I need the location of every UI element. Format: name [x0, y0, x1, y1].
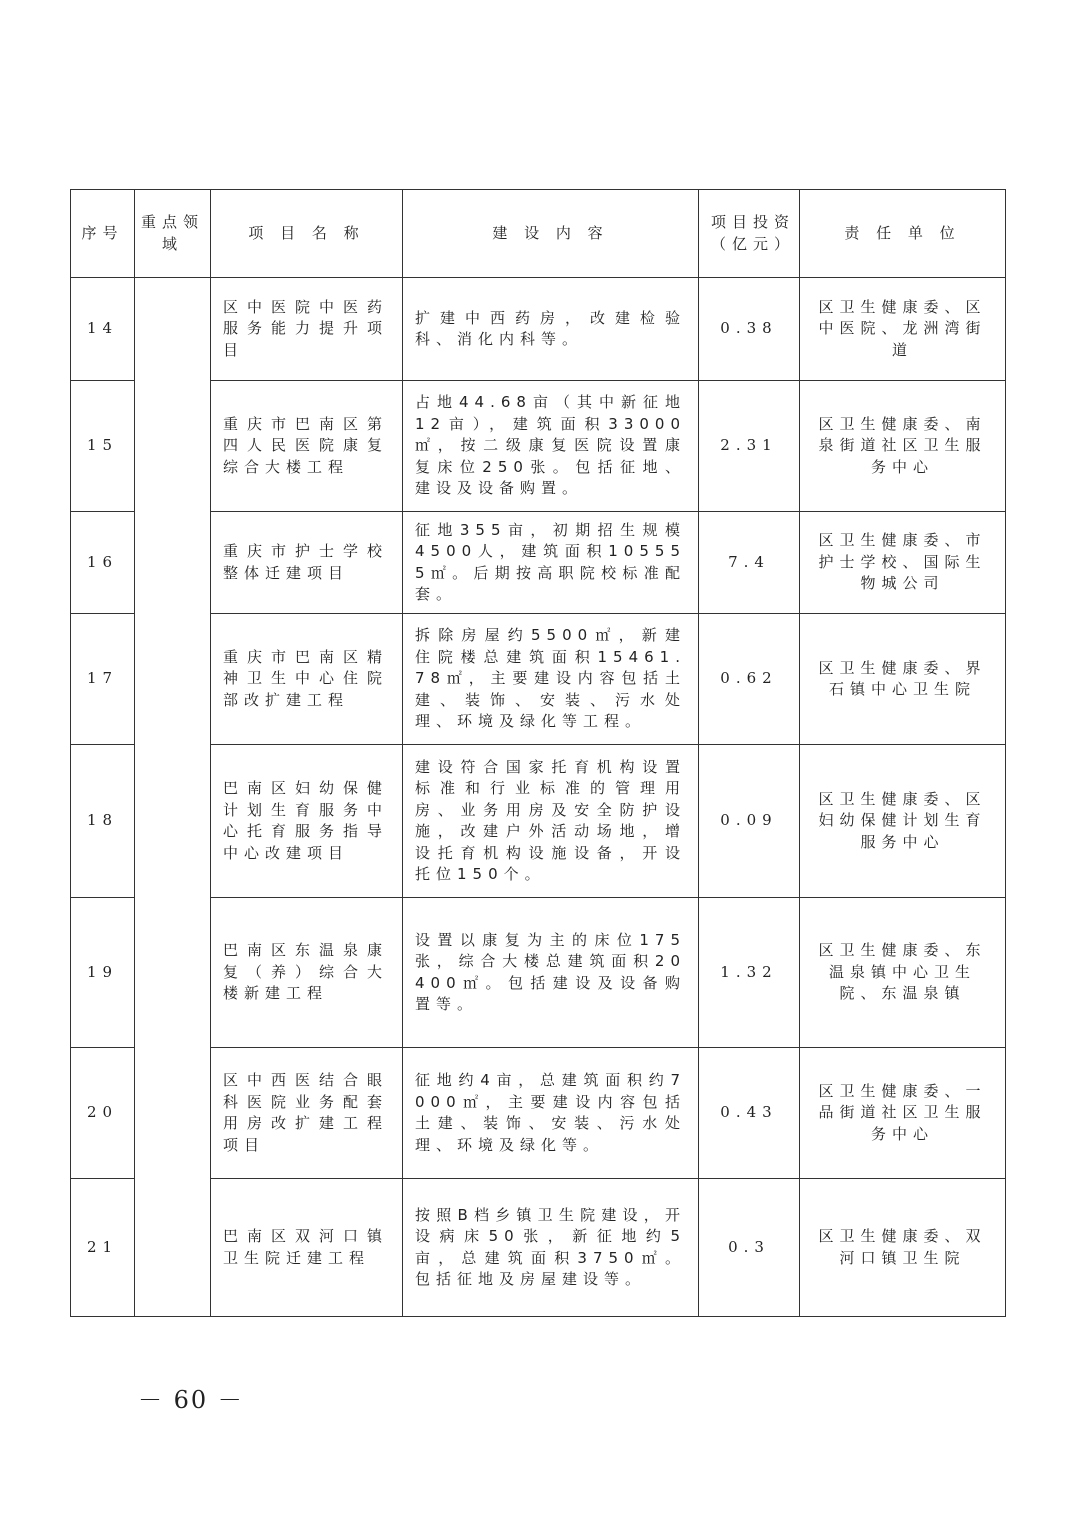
table-row: [71, 1179, 1006, 1317]
row-investment: 0.3: [699, 1179, 800, 1317]
row-name: 巴南区妇幼保健计划生育服务中心托育服务指导中心改建项目: [211, 745, 403, 898]
row-content: 征地约4亩，总建筑面积约7000㎡，主要建设内容包括土建、装饰、安装、污水处理、环境及绿化等。: [403, 1048, 699, 1179]
row-no: 14: [71, 278, 135, 381]
row-no: 20: [71, 1048, 135, 1179]
row-unit: 区卫生健康委、市护士学校、国际生物城公司: [800, 512, 1006, 614]
header-unit: 责 任 单 位: [800, 190, 1006, 278]
row-investment: 2.31: [699, 381, 800, 512]
row-content: 扩建中西药房，改建检验科、消化内科等。: [403, 278, 699, 381]
row-no: 15: [71, 381, 135, 512]
row-name: 重庆市护士学校整体迁建项目: [211, 512, 403, 614]
row-investment: 0.43: [699, 1048, 800, 1179]
row-content: 建设符合国家托育机构设置标准和行业标准的管理用房、业务用房及安全防护设施，改建户外活动场地，增设托育机构设施设备，开设托位150个。: [403, 745, 699, 898]
row-investment: 0.09: [699, 745, 800, 898]
row-investment: 7.4: [699, 512, 800, 614]
header-no: 序号: [71, 190, 135, 278]
table-row: [71, 745, 1006, 898]
row-unit: 区卫生健康委、南泉街道社区卫生服务中心: [800, 381, 1006, 512]
table-row: [71, 1048, 1006, 1179]
row-content: 设置以康复为主的床位175张，综合大楼总建筑面积20400㎡。包括建设及设备购置等。: [403, 898, 699, 1048]
header-content: 建 设 内 容: [403, 190, 699, 278]
row-investment: 0.38: [699, 278, 800, 381]
table-row: [71, 898, 1006, 1048]
row-unit: 区卫生健康委、区中医院、龙洲湾街道: [800, 278, 1006, 381]
row-content: 占地44.68亩（其中新征地12亩），建筑面积33000㎡，按二级康复医院设置康复床位250张。包括征地、建设及设备购置。: [403, 381, 699, 512]
header-investment: 项目投资（亿元）: [699, 190, 800, 278]
row-no: 16: [71, 512, 135, 614]
project-table: [70, 189, 1006, 1317]
row-name: 区中医院中医药服务能力提升项目: [211, 278, 403, 381]
row-name: 区中西医结合眼科医院业务配套用房改扩建工程项目: [211, 1048, 403, 1179]
row-content: 征地355亩，初期招生规模4500人，建筑面积105555㎡。后期按高职院校标准配套。: [403, 512, 699, 614]
row-no: 18: [71, 745, 135, 898]
row-unit: 区卫生健康委、东温泉镇中心卫生院、东温泉镇: [800, 898, 1006, 1048]
field-cell: [135, 278, 211, 1317]
row-investment: 1.32: [699, 898, 800, 1048]
row-unit: 区卫生健康委、一品街道社区卫生服务中心: [800, 1048, 1006, 1179]
table-row: [71, 614, 1006, 745]
row-name: 巴南区双河口镇卫生院迁建工程: [211, 1179, 403, 1317]
page-number: － 60 －: [138, 1386, 244, 1414]
row-name: 巴南区东温泉康复（养）综合大楼新建工程: [211, 898, 403, 1048]
row-no: 17: [71, 614, 135, 745]
row-unit: 区卫生健康委、界石镇中心卫生院: [800, 614, 1006, 745]
row-investment: 0.62: [699, 614, 800, 745]
row-no: 21: [71, 1179, 135, 1317]
table-row: [71, 512, 1006, 614]
row-name: 重庆市巴南区精神卫生中心住院部改扩建工程: [211, 614, 403, 745]
row-no: 19: [71, 898, 135, 1048]
row-name: 重庆市巴南区第四人民医院康复综合大楼工程: [211, 381, 403, 512]
header-field: 重点领域: [135, 190, 211, 278]
row-content: 按照B档乡镇卫生院建设，开设病床50张，新征地约5亩，总建筑面积3750㎡。包括征地及房屋建设等。: [403, 1179, 699, 1317]
table-row: [71, 381, 1006, 512]
row-content: 拆除房屋约5500㎡，新建住院楼总建筑面积15461.78㎡，主要建设内容包括土建、装饰、安装、污水处理、环境及绿化等工程。: [403, 614, 699, 745]
header-row: [71, 190, 1006, 278]
header-name: 项 目 名 称: [211, 190, 403, 278]
row-unit: 区卫生健康委、区妇幼保健计划生育服务中心: [800, 745, 1006, 898]
row-unit: 区卫生健康委、双河口镇卫生院: [800, 1179, 1006, 1317]
table-row: [71, 278, 1006, 381]
